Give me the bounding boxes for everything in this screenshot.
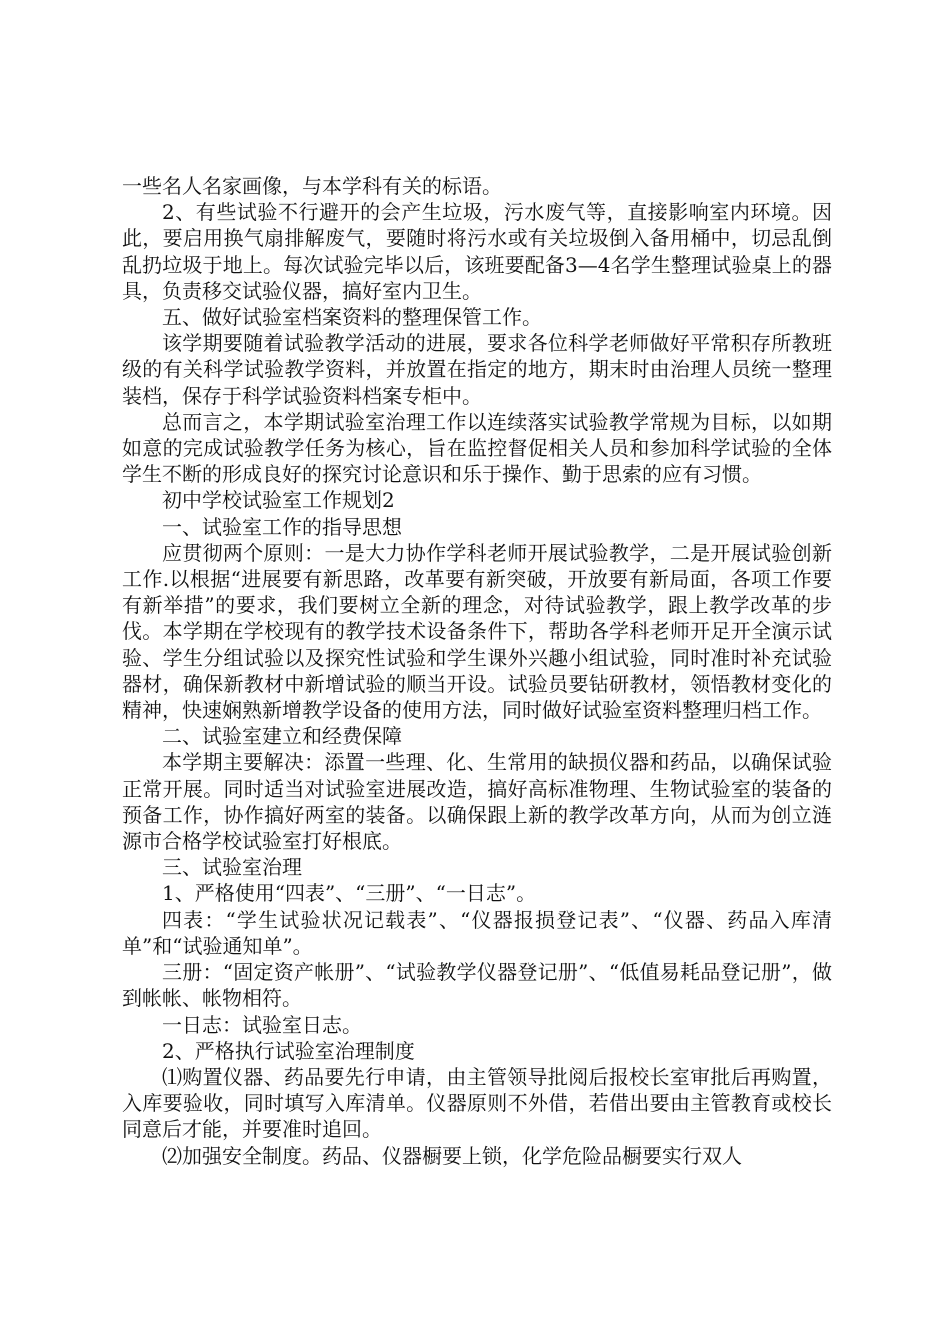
paragraph: ⑴购置仪器、药品要先行申请，由主管领导批阅后报校长室审批后再购置，入库要验收，同时填写入库清单。仪器原则不外借，若借出要由主管教育或校长同意后才能，并要准时追回。 bbox=[122, 1064, 832, 1142]
paragraph: 2、严格执行试验室治理制度 bbox=[162, 1038, 415, 1063]
paragraph: ⑵加强安全制度。药品、仪器橱要上锁，化学危险品橱要实行双人 bbox=[162, 1143, 742, 1168]
paragraph: 总而言之，本学期试验室治理工作以连续落实试验教学常规为目标，以如期如意的完成试验教学任务为核心，旨在监控督促相关人员和参加科学试验的全体学生不断的形成良好的探究讨论意识和乐于操作、勤于思索的应有习惯。 bbox=[122, 409, 832, 487]
document-title: 初中学校试验室工作规划2 bbox=[162, 488, 395, 513]
paragraph: 一日志：试验室日志。 bbox=[162, 1012, 362, 1037]
paragraph: 1、严格使用“四表”、“三册”、“一日志”。 bbox=[162, 881, 537, 906]
paragraph: 应贯彻两个原则：一是大力协作学科老师开展试验教学，二是开展试验创新工作.以根据“进展要有新思路，改革要有新突破，开放要有新局面，各项工作要有新举措”的要求，我们要树立全新的理念，对待试验教学，跟上教学改革的步伐。本学期在学校现有的教学技术设备条件下，帮助各学科老师开足开全演示试验、学生分组试验以及探究性试验和学生课外兴趣小组试验，同时准时补充试验器材，确保新教材中新增试验的顺当开设。试验员要钻研教材，领悟教材变化的精神，快速娴熟新增教学设备的使用方法，同时做好试验室资料整理归档工作。 bbox=[122, 540, 832, 723]
document-body bbox=[122, 173, 832, 1169]
paragraph: 该学期要随着试验教学活动的进展，要求各位科学老师做好平常积存所教班级的有关科学试验教学资料，并放置在指定的地方，期末时由治理人员统一整理装档，保存于科学试验资料档案专柜中。 bbox=[122, 331, 832, 408]
section-heading: 三、试验室治理 bbox=[162, 855, 302, 880]
section-heading: 一、试验室工作的指导思想 bbox=[162, 514, 402, 539]
paragraph: 三册：“固定资产帐册”、“试验教学仪器登记册”、“低值易耗品登记册”，做到帐帐、帐物相符。 bbox=[122, 960, 832, 1011]
paragraph: 一些名人名家画像，与本学科有关的标语。 bbox=[122, 174, 502, 198]
section-heading: 五、做好试验室档案资料的整理保管工作。 bbox=[162, 305, 542, 330]
paragraph: 本学期主要解决：添置一些理、化、生常用的缺损仪器和药品，以确保试验正常开展。同时适当对试验室进展改造，搞好高标准物理、生物试验室的装备的预备工作，协作搞好两室的装备。以确保跟上新的教学改革方向，从而为创立涟源市合格学校试验室打好根底。 bbox=[122, 750, 832, 854]
paragraph: 四表：“学生试验状况记载表”、“仪器报损登记表”、“仪器、药品入库清单”和“试验通知单”。 bbox=[122, 907, 832, 958]
section-heading: 二、试验室建立和经费保障 bbox=[162, 724, 402, 749]
paragraph: 2、有些试验不行避开的会产生垃圾，污水废气等，直接影响室内环境。因此，要启用换气扇排解废气，要随时将污水或有关垃圾倒入备用桶中，切忌乱倒乱扔垃圾于地上。每次试验完毕以后，该班要配备3—4名学生整理试验桌上的器具，负责移交试验仪器，搞好室内卫生。 bbox=[122, 200, 832, 303]
